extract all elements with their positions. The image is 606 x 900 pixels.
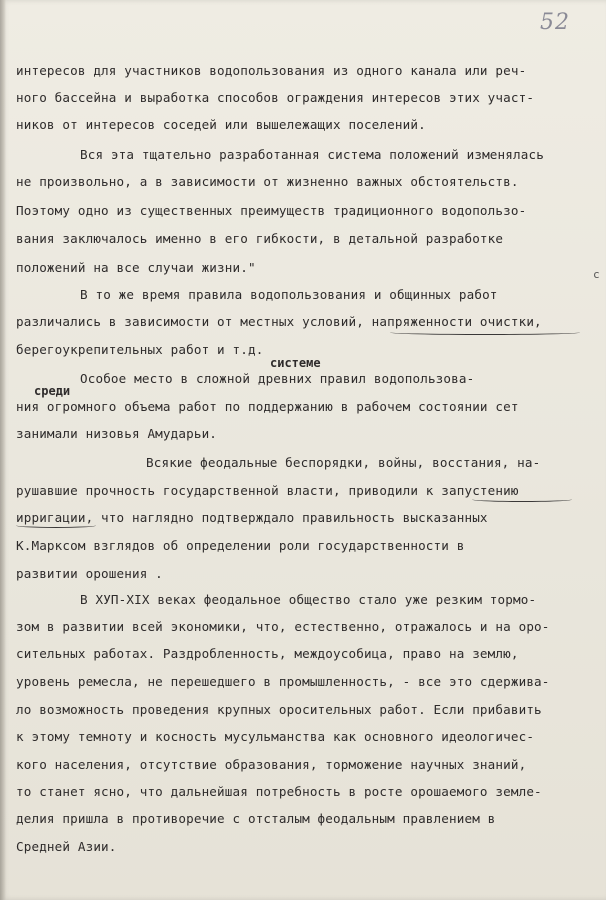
text-line: различались в зависимости от местных условий, напряженности очистки, [16,314,542,329]
text-line: В ХУП-XIX веках феодальное общество стало уже резким тормо- [80,592,537,607]
handwritten-insert: системе [270,356,321,370]
text-line: не произвольно, а в зависимости от жизненно важных обстоятельств. [16,174,519,189]
text-line: то станет ясно, что дальнейшая потребность в росте орошаемого земле- [16,784,542,799]
text-line: занимали низовья Амударьи. [16,426,218,441]
text-line: К.Марксом взглядов об определении роли государственности в [16,538,465,553]
text-line: делия пришла в противоречие с отсталым феодальным правлением в [16,811,496,826]
page-edge-shadow [0,0,6,900]
handwritten-insert: среди [34,384,71,398]
text-line: ния огромного объема работ по поддержанию в рабочем состоянии сет [16,399,519,414]
text-line: к этому темноту и косность мусульманства как основного идеологичес- [16,729,535,744]
text-line: Особое место в сложной древних правил водопользова- [80,371,475,386]
margin-mark: с [593,268,600,281]
text-line: Средней Азии. [16,839,117,854]
text-line: ников от интересов соседей или вышележащих поселений. [16,117,426,132]
text-line: уровень ремесла, не перешедшего в промышленность, - все это сдержива- [16,674,550,689]
text-line: сительных работах. Раздробленность, междоусобица, право на землю, [16,646,519,661]
text-line: ло возможность проведения крупных оросительных работ. Если прибавить [16,702,542,717]
text-line: Вся эта тщательно разработанная система положений изменялась [80,147,544,162]
text-line: кого населения, отсутствие образования, торможение научных знаний, [16,757,527,772]
text-line: зом в развитии всей экономики, что, естественно, отражалось и на оро- [16,619,550,634]
page-number: 52 [540,10,570,35]
text-line: интересов для участников водопользования из одного канала или реч- [16,63,527,78]
text-line: рушавшие прочность государственной власти, приводили к запустению [16,483,519,498]
text-line: вания заключалось именно в его гибкости, в детальной разработке [16,231,504,246]
text-line: ирригации, что наглядно подтверждало правильность высказанных [16,510,488,525]
handwritten-underline [16,523,96,528]
text-line: В то же время правила водопользования и общинных работ [80,287,498,302]
text-line: положений на все случаи жизни." [16,260,256,275]
text-line: Поэтому одно из существенных преимуществ традиционного водопользо- [16,203,527,218]
text-line: развитии орошения . [16,566,163,581]
handwritten-underline [390,330,580,335]
text-line: Всякие феодальные беспорядки, войны, восстания, на- [146,455,541,470]
handwritten-underline [472,497,572,502]
text-line: берегоукрепительных работ и т.д. [16,342,264,357]
text-line: ного бассейна и выработка способов ограждения интересов этих участ- [16,90,535,105]
